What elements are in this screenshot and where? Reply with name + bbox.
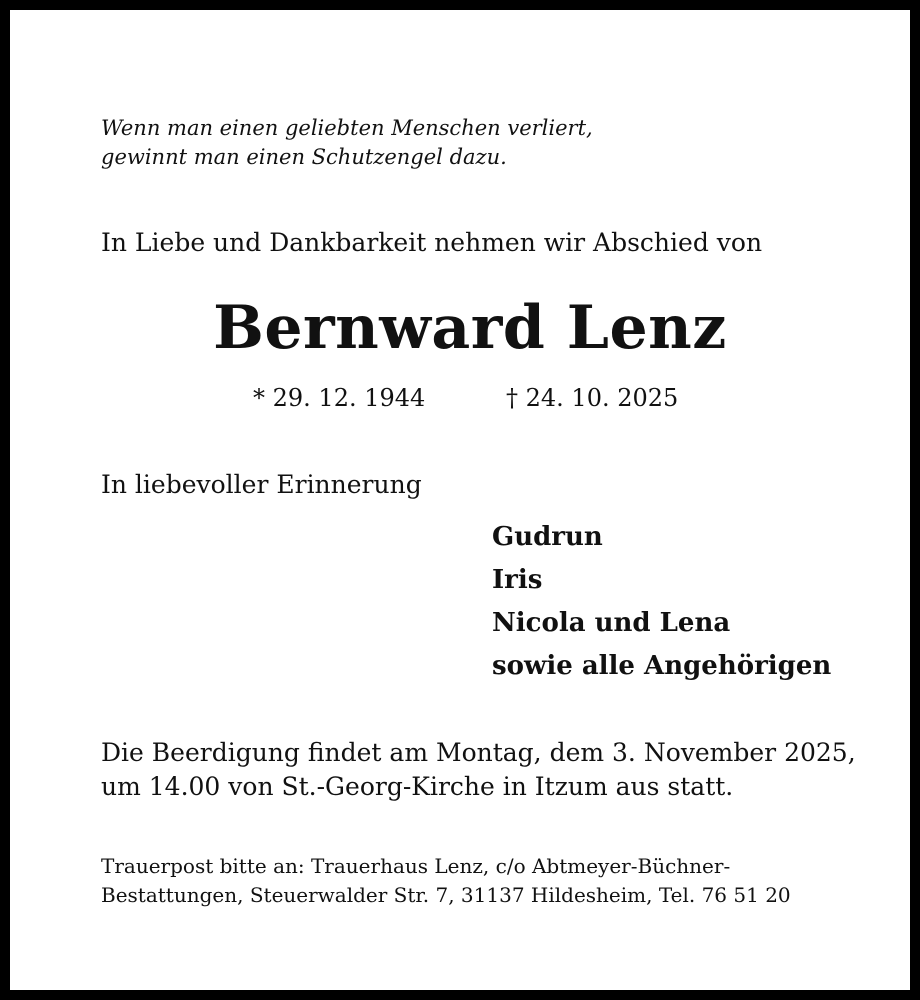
funeral-info [101, 736, 856, 804]
mourners-list [492, 516, 831, 688]
memory-line: In liebevoller Erinnerung [101, 470, 422, 499]
mourner-name: Nicola und Lena [492, 608, 731, 638]
birth-date: * 29. 12. 1944 [253, 384, 426, 412]
death-date: † 24. 10. 2025 [506, 384, 679, 412]
motto-line-1: Wenn man einen geliebten Menschen verliert, [101, 116, 593, 140]
deceased-name: Bernward Lenz [213, 293, 727, 363]
funeral-line-1: Die Beerdigung findet am Montag, dem 3. November 2025, [101, 738, 856, 767]
condolence-line-2: Bestattungen, Steuerwalder Str. 7, 31137 Hildesheim, Tel. 76 51 20 [101, 883, 791, 907]
mourner-name: Gudrun [492, 522, 603, 552]
funeral-line-2: um 14.00 von St.-Georg-Kirche in Itzum aus statt. [101, 772, 734, 801]
intro-text: In Liebe und Dankbarkeit nehmen wir Abschied von [101, 228, 763, 257]
mourner-name: Iris [492, 565, 543, 595]
motto-quote [101, 114, 593, 172]
mourner-name: sowie alle Angehörigen [492, 651, 832, 681]
condolence-address [101, 852, 791, 910]
motto-line-2: gewinnt man einen Schutzengel dazu. [101, 145, 507, 169]
condolence-line-1: Trauerpost bitte an: Trauerhaus Lenz, c/o Abtmeyer-Büchner- [101, 854, 731, 878]
